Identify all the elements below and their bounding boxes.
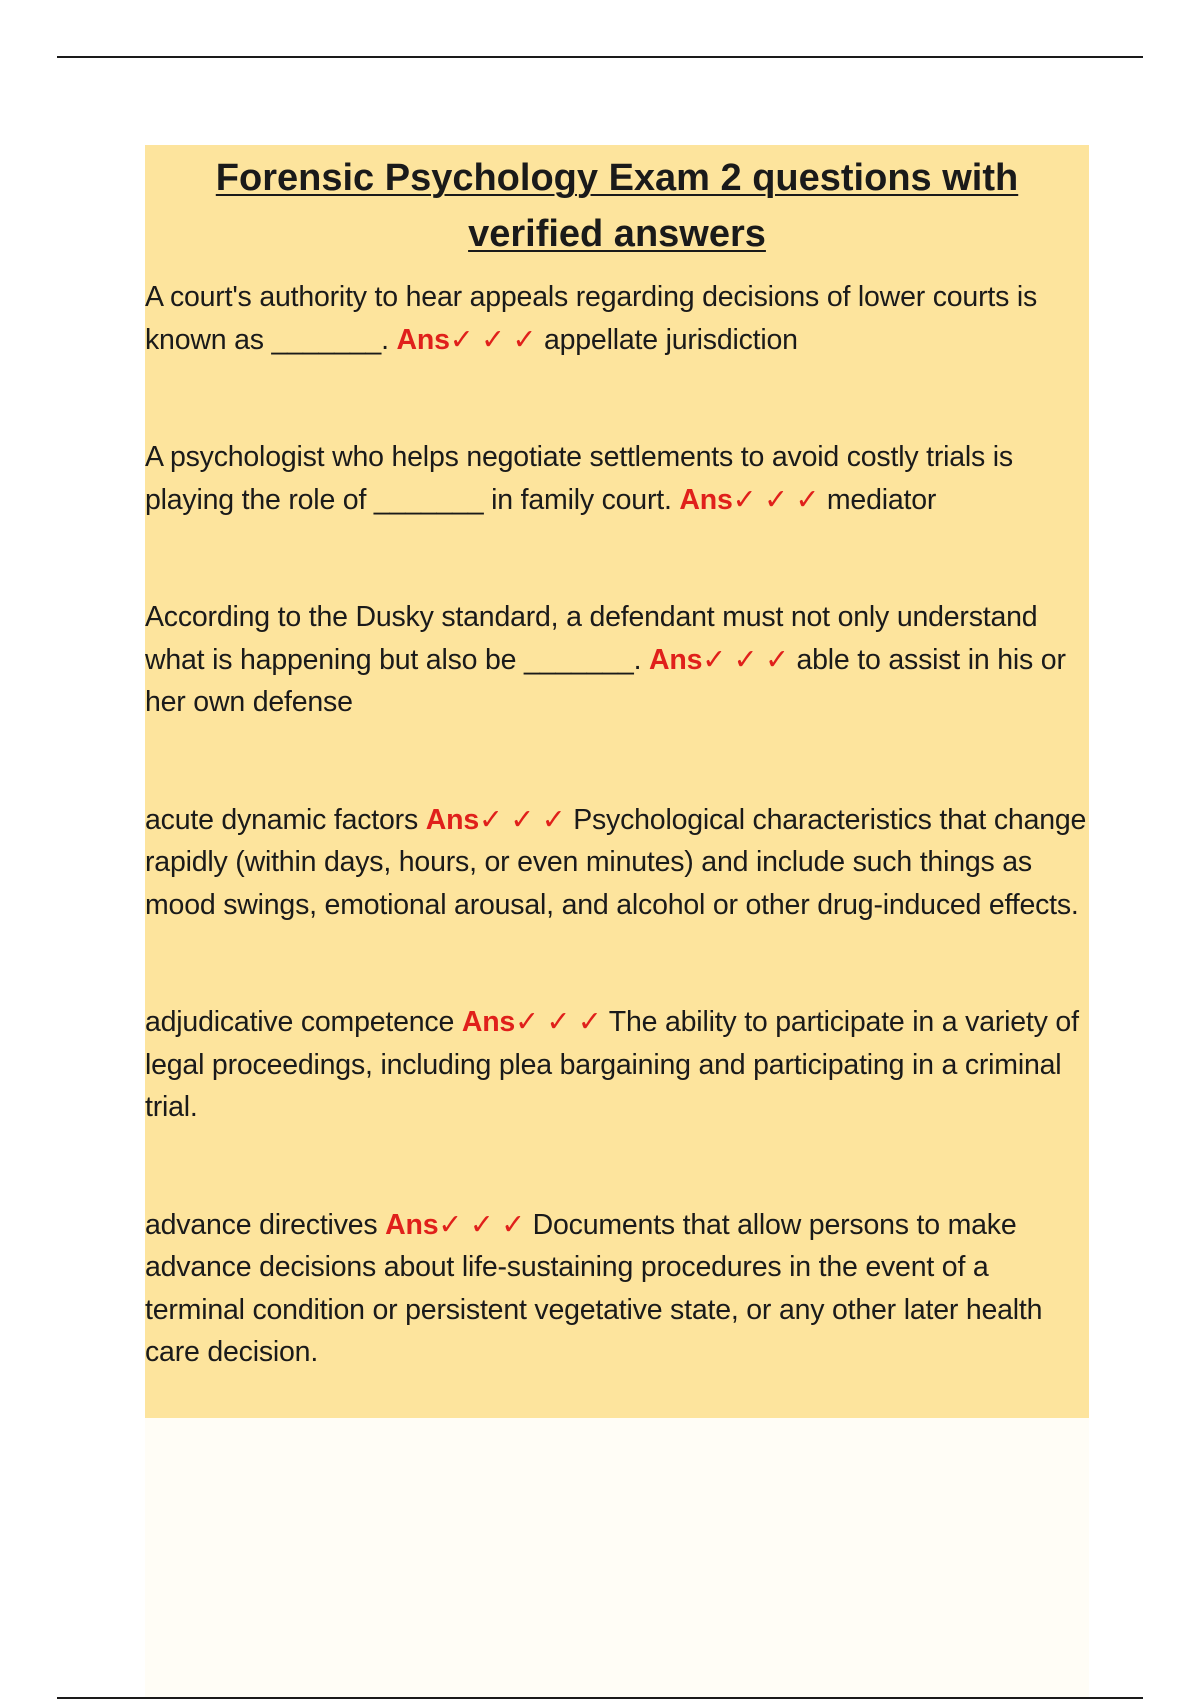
qa-item-1 xyxy=(145,276,1089,361)
check-marks-icon: ✓ ✓ ✓ xyxy=(438,1208,525,1241)
check-marks-icon: ✓ ✓ ✓ xyxy=(449,323,537,356)
page-title xyxy=(145,150,1089,262)
answer-marker: Ans xyxy=(385,1208,439,1241)
faint-background xyxy=(145,1418,1089,1698)
check-marks-icon: ✓ ✓ ✓ xyxy=(732,483,820,516)
answer-marker: Ans xyxy=(679,483,733,516)
qa-item-5 xyxy=(145,1001,1089,1129)
answer-marker: Ans xyxy=(649,643,703,676)
qa-item-4 xyxy=(145,799,1089,927)
answer-text: Documents that allow persons to make advance decisions about life-sustaining procedures in the event of a terminal condition or persistent vegetative state, or any other later health care decision. xyxy=(145,1208,1043,1368)
question-text: advance directives xyxy=(145,1208,378,1241)
answer-marker: Ans xyxy=(425,803,479,836)
answer-text: mediator xyxy=(826,483,937,516)
check-marks-icon: ✓ ✓ ✓ xyxy=(515,1006,602,1038)
question-text: A psychologist who helps negotiate settlements to avoid costly trials is playing the role of _______ in family court. xyxy=(145,441,1013,516)
answer-text: The ability to participate in a variety of legal proceedings, including plea bargaining and participating in a criminal trial. xyxy=(145,1006,1079,1123)
question-text: A court's authority to hear appeals regarding decisions of lower courts is known as _______. xyxy=(145,281,1038,356)
question-text: According to the Dusky standard, a defendant must not only understand what is happening but also be _______. xyxy=(145,601,1038,676)
answer-marker: Ans xyxy=(461,1006,516,1038)
qa-item-2 xyxy=(145,436,1089,521)
check-marks-icon: ✓ ✓ ✓ xyxy=(478,803,566,836)
qa-item-3 xyxy=(145,596,1089,724)
question-text: acute dynamic factors xyxy=(145,803,419,836)
document-content xyxy=(145,150,1089,1449)
answer-text: able to assist in his or her own defense xyxy=(145,643,1066,718)
top-rule xyxy=(57,56,1143,58)
answer-text: appellate jurisdiction xyxy=(543,323,798,356)
check-marks-icon: ✓ ✓ ✓ xyxy=(702,643,789,676)
answer-marker: Ans xyxy=(396,323,450,356)
bottom-rule xyxy=(57,1697,1143,1699)
answer-text: Psychological characteristics that change rapidly (within days, hours, or even minutes) and include such things as mood swings, emotional arousal, and alcohol or other drug-induced effects. xyxy=(145,803,1087,921)
question-text: adjudicative competence xyxy=(145,1006,455,1038)
title-line-1: Forensic Psychology Exam 2 questions with xyxy=(215,157,1019,199)
title-line-2: verified answers xyxy=(468,213,766,255)
qa-item-6 xyxy=(145,1204,1089,1374)
